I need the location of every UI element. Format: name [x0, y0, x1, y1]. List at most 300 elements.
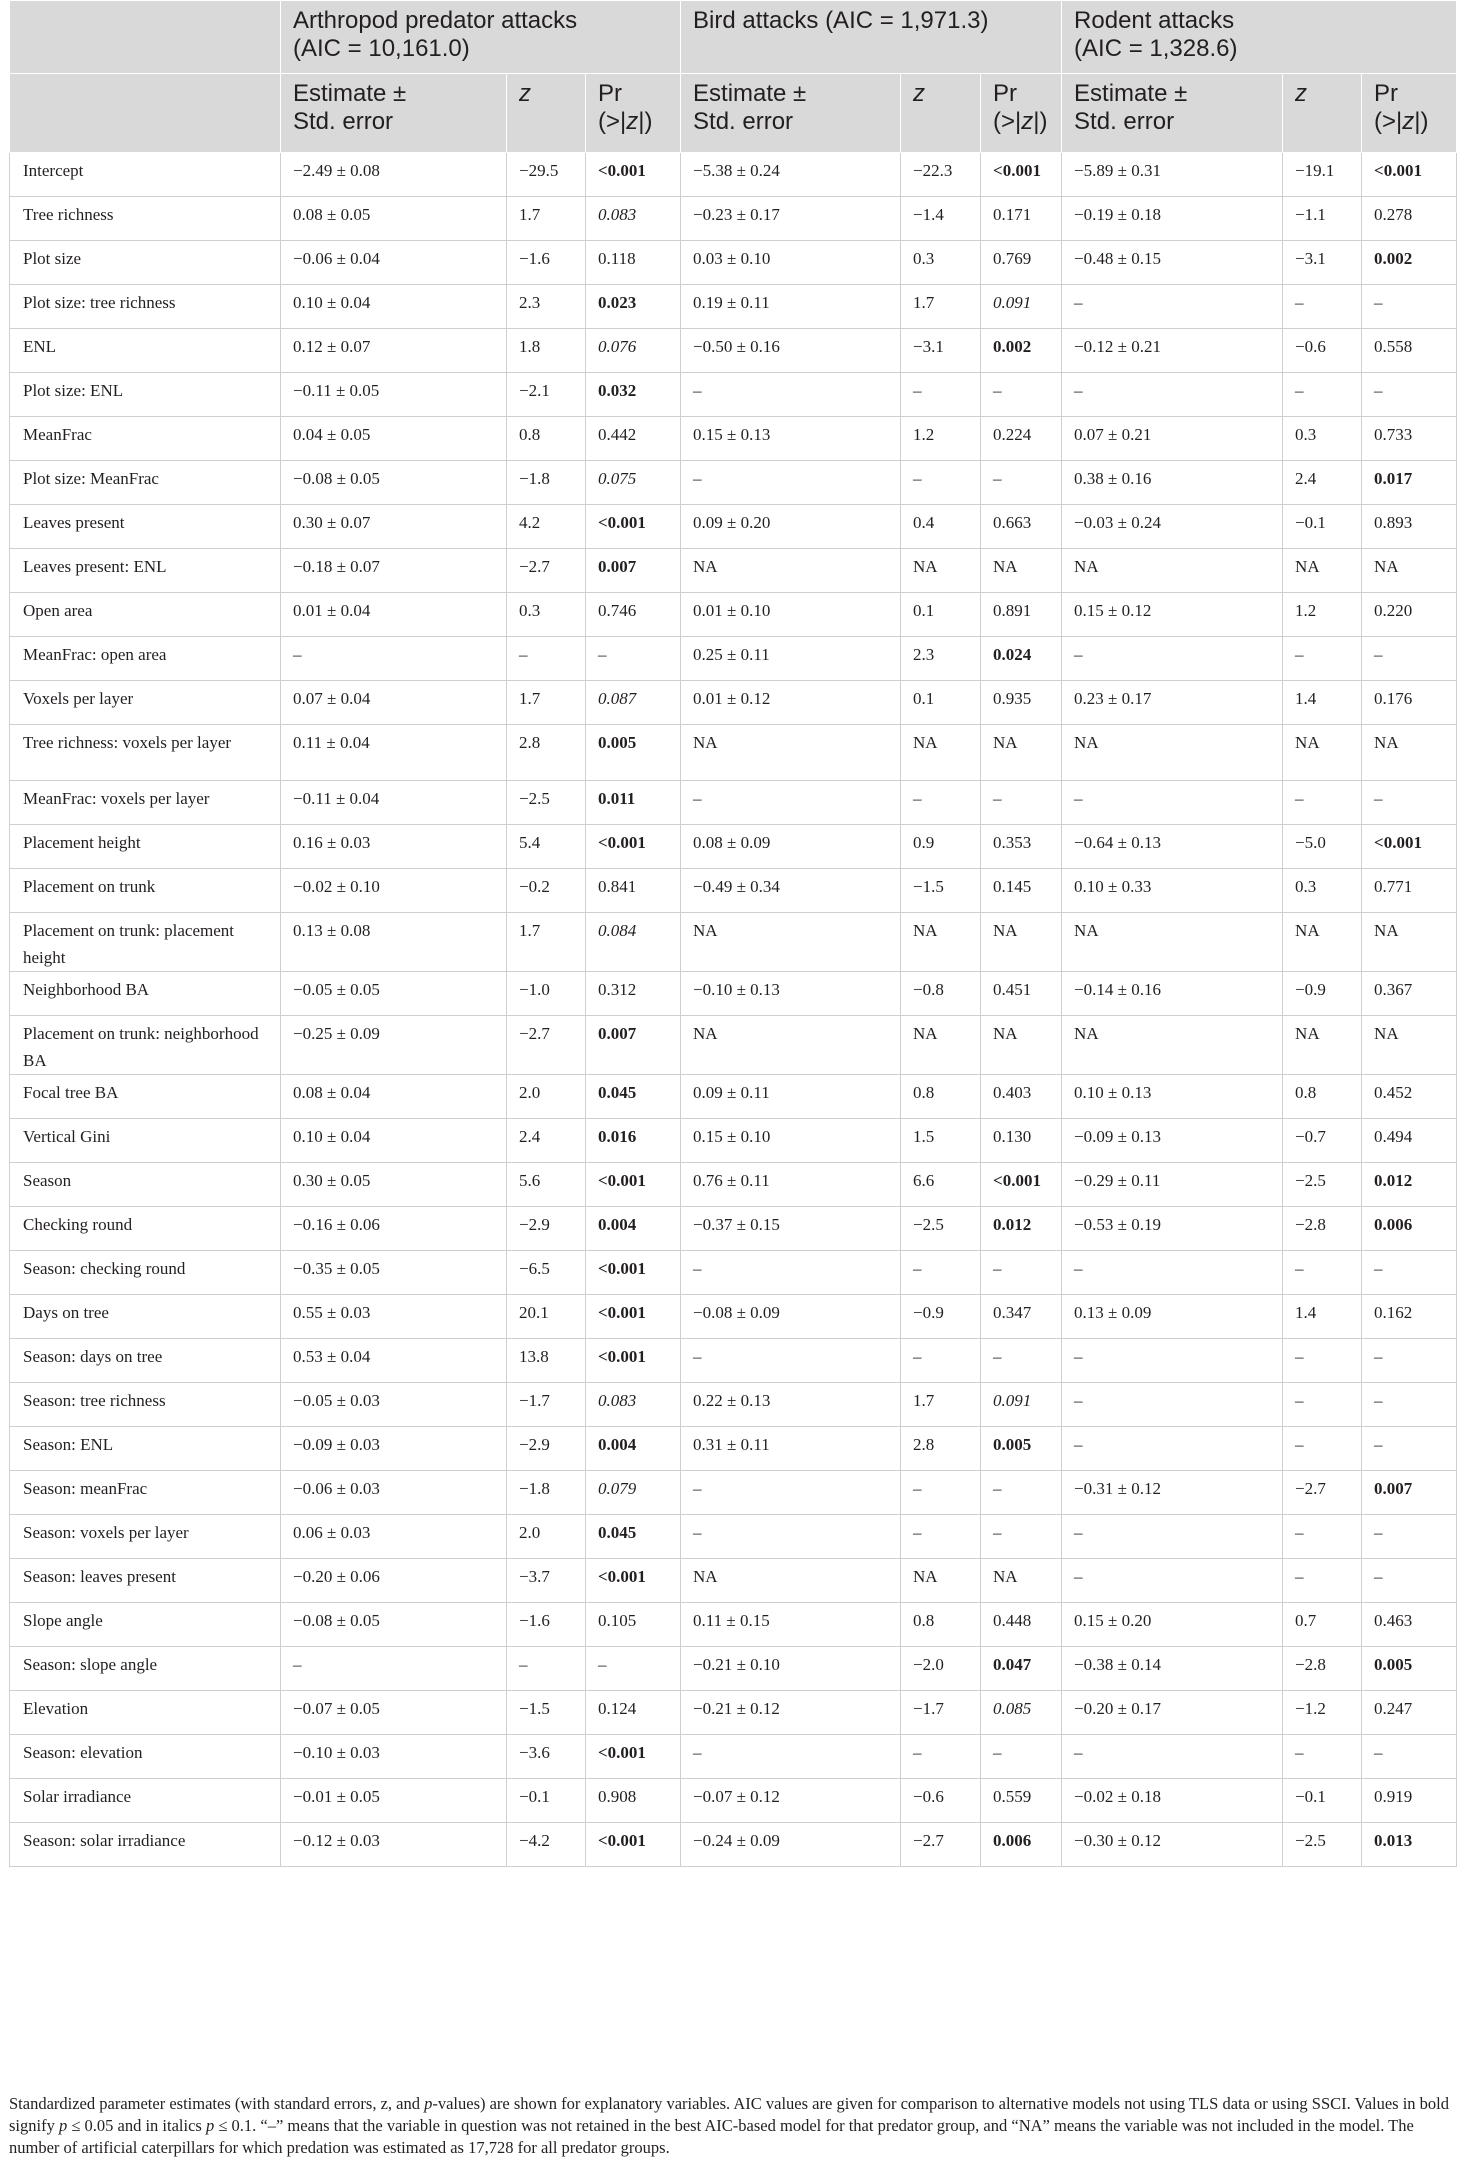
estimate-cell: −0.11 ± 0.04	[281, 781, 507, 825]
z-value-cell: –	[1283, 1383, 1362, 1427]
variable-name-cell: Tree richness: voxels per layer	[10, 725, 281, 781]
p-value-cell: 0.085	[981, 1691, 1062, 1735]
table-row	[10, 1251, 1457, 1295]
z-value-cell: –	[901, 1515, 981, 1559]
z-value-cell: 5.4	[507, 825, 586, 869]
p-value-cell: –	[981, 781, 1062, 825]
header-blank-cell	[10, 1, 281, 74]
variable-name-cell: Placement on trunk	[10, 869, 281, 913]
table-row	[10, 285, 1457, 329]
z-value-cell: –	[1283, 1427, 1362, 1471]
z-value-cell: −0.8	[901, 972, 981, 1016]
estimate-cell: −0.08 ± 0.05	[281, 1603, 507, 1647]
variable-name-cell: Tree richness	[10, 197, 281, 241]
header-group-arthropod	[281, 1, 681, 74]
p-value-cell: 0.171	[981, 197, 1062, 241]
z-value-cell: –	[901, 781, 981, 825]
estimate-cell: −0.05 ± 0.03	[281, 1383, 507, 1427]
table-row	[10, 1016, 1457, 1075]
p-value-cell: 0.007	[586, 549, 681, 593]
variable-name-cell: Season: voxels per layer	[10, 1515, 281, 1559]
variable-name-cell: Focal tree BA	[10, 1075, 281, 1119]
estimate-cell: 0.12 ± 0.07	[281, 329, 507, 373]
z-value-cell: −0.7	[1283, 1119, 1362, 1163]
variable-name-cell: Season: checking round	[10, 1251, 281, 1295]
z-value-cell: 1.7	[507, 913, 586, 972]
z-value-cell: 4.2	[507, 505, 586, 549]
estimate-cell: −0.12 ± 0.21	[1062, 329, 1283, 373]
estimate-cell: –	[1062, 1735, 1283, 1779]
table-row	[10, 549, 1457, 593]
p-value-cell: 0.367	[1362, 972, 1457, 1016]
z-value-cell: –	[1283, 1339, 1362, 1383]
estimate-cell: −0.19 ± 0.18	[1062, 197, 1283, 241]
z-value-cell: −2.7	[1283, 1471, 1362, 1515]
p-value-cell: NA	[1362, 549, 1457, 593]
table-row	[10, 725, 1457, 781]
estimate-cell: –	[681, 781, 901, 825]
estimate-cell: 0.10 ± 0.33	[1062, 869, 1283, 913]
footnote-text: Standardized parameter estimates (with standard errors, z, and	[9, 2094, 425, 2113]
table-row	[10, 197, 1457, 241]
estimate-cell: 0.07 ± 0.04	[281, 681, 507, 725]
variable-name-cell: Leaves present	[10, 505, 281, 549]
z-value-cell: −1.5	[901, 869, 981, 913]
subheader-p: Pr (>|z|)	[981, 74, 1062, 153]
p-value-cell: 0.312	[586, 972, 681, 1016]
variable-name-cell: Vertical Gini	[10, 1119, 281, 1163]
variable-name-cell: Neighborhood BA	[10, 972, 281, 1016]
p-value-cell: –	[981, 1251, 1062, 1295]
z-value-cell: −1.8	[507, 461, 586, 505]
p-value-cell: 0.353	[981, 825, 1062, 869]
z-value-cell: 0.9	[901, 825, 981, 869]
footnote-text: -values) are shown for explanatory variables. AIC values are given for comparison to alternative models not using TLS data or using SSCI. Values in bold signify	[9, 2094, 1450, 2135]
z-value-cell: −0.6	[1283, 329, 1362, 373]
z-value-cell: −2.9	[507, 1207, 586, 1251]
subheader-row	[10, 74, 1457, 153]
p-value-cell: 0.247	[1362, 1691, 1457, 1735]
variable-name-cell: Leaves present: ENL	[10, 549, 281, 593]
table-header	[10, 1, 1457, 153]
table-row	[10, 825, 1457, 869]
estimate-cell: −0.07 ± 0.05	[281, 1691, 507, 1735]
estimate-cell: 0.10 ± 0.04	[281, 1119, 507, 1163]
z-value-cell: 0.8	[901, 1075, 981, 1119]
table-row	[10, 681, 1457, 725]
z-value-cell: 2.8	[901, 1427, 981, 1471]
estimate-cell: NA	[681, 913, 901, 972]
estimate-cell: −5.89 ± 0.31	[1062, 153, 1283, 197]
p-value-cell: NA	[981, 549, 1062, 593]
p-value-cell: 0.448	[981, 1603, 1062, 1647]
variable-name-cell: Plot size: tree richness	[10, 285, 281, 329]
p-value-cell: 0.006	[981, 1823, 1062, 1867]
z-value-cell: −5.0	[1283, 825, 1362, 869]
estimate-cell: 0.22 ± 0.13	[681, 1383, 901, 1427]
p-value-cell: 0.663	[981, 505, 1062, 549]
p-value-cell: –	[1362, 1383, 1457, 1427]
estimate-cell: –	[681, 1735, 901, 1779]
z-value-cell: NA	[901, 549, 981, 593]
p-value-cell: –	[1362, 781, 1457, 825]
p-value-cell: –	[586, 1647, 681, 1691]
table-row	[10, 1163, 1457, 1207]
z-value-cell: –	[901, 461, 981, 505]
table-row	[10, 1647, 1457, 1691]
z-value-cell: 2.4	[507, 1119, 586, 1163]
p-value-cell: <0.001	[586, 1823, 681, 1867]
table-row	[10, 593, 1457, 637]
z-value-cell: −2.9	[507, 1427, 586, 1471]
z-value-cell: −1.7	[507, 1383, 586, 1427]
p-value-cell: 0.083	[586, 197, 681, 241]
estimate-cell: −0.18 ± 0.07	[281, 549, 507, 593]
variable-name-cell: Elevation	[10, 1691, 281, 1735]
z-value-cell: –	[901, 1471, 981, 1515]
estimate-cell: –	[1062, 781, 1283, 825]
z-value-cell: −1.2	[1283, 1691, 1362, 1735]
estimate-cell: 0.11 ± 0.04	[281, 725, 507, 781]
p-value-cell: <0.001	[1362, 825, 1457, 869]
p-value-cell: <0.001	[1362, 153, 1457, 197]
p-value-cell: <0.001	[586, 1735, 681, 1779]
estimate-cell: −0.10 ± 0.13	[681, 972, 901, 1016]
z-value-cell: 1.4	[1283, 1295, 1362, 1339]
p-value-cell: –	[981, 461, 1062, 505]
table-footnote	[9, 2093, 1449, 2159]
table-row	[10, 1515, 1457, 1559]
table-row	[10, 1559, 1457, 1603]
estimate-cell: NA	[681, 725, 901, 781]
p-value-cell: 0.091	[981, 285, 1062, 329]
p-value-cell: –	[981, 1515, 1062, 1559]
table-row	[10, 1779, 1457, 1823]
p-value-cell: 0.083	[586, 1383, 681, 1427]
z-value-cell: −2.8	[1283, 1647, 1362, 1691]
p-value-cell: 0.012	[981, 1207, 1062, 1251]
estimate-cell: 0.13 ± 0.08	[281, 913, 507, 972]
z-value-cell: −0.1	[1283, 1779, 1362, 1823]
estimate-cell: −0.64 ± 0.13	[1062, 825, 1283, 869]
p-value-cell: 0.124	[586, 1691, 681, 1735]
p-value-cell: 0.733	[1362, 417, 1457, 461]
z-value-cell: –	[1283, 1559, 1362, 1603]
z-value-cell: 0.4	[901, 505, 981, 549]
table-row	[10, 781, 1457, 825]
z-value-cell: 1.8	[507, 329, 586, 373]
p-value-cell: <0.001	[586, 153, 681, 197]
p-value-cell: 0.004	[586, 1427, 681, 1471]
p-value-cell: 0.278	[1362, 197, 1457, 241]
z-value-cell: −0.2	[507, 869, 586, 913]
z-value-cell: −1.6	[507, 241, 586, 285]
table-row	[10, 1339, 1457, 1383]
estimate-cell: −0.21 ± 0.12	[681, 1691, 901, 1735]
table-row	[10, 972, 1457, 1016]
variable-name-cell: Season: days on tree	[10, 1339, 281, 1383]
variable-name-cell: Solar irradiance	[10, 1779, 281, 1823]
z-value-cell: NA	[901, 913, 981, 972]
p-value-cell: 0.841	[586, 869, 681, 913]
variable-name-cell: MeanFrac: open area	[10, 637, 281, 681]
footnote-italic-p: p	[58, 2116, 68, 2135]
estimate-cell: −0.02 ± 0.10	[281, 869, 507, 913]
estimate-cell: –	[1062, 1251, 1283, 1295]
z-value-cell: 6.6	[901, 1163, 981, 1207]
estimate-cell: −0.10 ± 0.03	[281, 1735, 507, 1779]
estimate-cell: 0.15 ± 0.13	[681, 417, 901, 461]
p-value-cell: 0.005	[586, 725, 681, 781]
estimate-cell: NA	[681, 549, 901, 593]
variable-name-cell: Voxels per layer	[10, 681, 281, 725]
estimate-cell: 0.01 ± 0.04	[281, 593, 507, 637]
estimate-cell: −0.05 ± 0.05	[281, 972, 507, 1016]
p-value-cell: 0.463	[1362, 1603, 1457, 1647]
table-row	[10, 1603, 1457, 1647]
estimate-cell: −0.50 ± 0.16	[681, 329, 901, 373]
table-row	[10, 1207, 1457, 1251]
estimate-cell: NA	[1062, 913, 1283, 972]
subheader-p: Pr (>|z|)	[1362, 74, 1457, 153]
p-value-cell: 0.893	[1362, 505, 1457, 549]
estimate-cell: −0.14 ± 0.16	[1062, 972, 1283, 1016]
z-value-cell: −4.2	[507, 1823, 586, 1867]
z-value-cell: −0.9	[1283, 972, 1362, 1016]
estimate-cell: −0.02 ± 0.18	[1062, 1779, 1283, 1823]
table-row	[10, 505, 1457, 549]
estimate-cell: −0.07 ± 0.12	[681, 1779, 901, 1823]
estimate-cell: −5.38 ± 0.24	[681, 153, 901, 197]
p-value-cell: <0.001	[586, 1559, 681, 1603]
estimate-cell: −2.49 ± 0.08	[281, 153, 507, 197]
z-value-cell: –	[901, 373, 981, 417]
variable-name-cell: Slope angle	[10, 1603, 281, 1647]
p-value-cell: <0.001	[981, 1163, 1062, 1207]
subheader-z: z	[507, 74, 586, 153]
z-value-cell: 13.8	[507, 1339, 586, 1383]
variable-name-cell: Season: ENL	[10, 1427, 281, 1471]
p-value-cell: 0.347	[981, 1295, 1062, 1339]
z-value-cell: 0.1	[901, 681, 981, 725]
variable-name-cell: Days on tree	[10, 1295, 281, 1339]
estimate-cell: –	[1062, 1515, 1283, 1559]
estimate-cell: 0.76 ± 0.11	[681, 1163, 901, 1207]
p-value-cell: 0.145	[981, 869, 1062, 913]
z-value-cell: 1.7	[507, 681, 586, 725]
z-value-cell: 0.8	[901, 1603, 981, 1647]
estimate-cell: NA	[1062, 725, 1283, 781]
table-body	[10, 153, 1457, 1867]
z-value-cell: −2.1	[507, 373, 586, 417]
p-value-cell: 0.023	[586, 285, 681, 329]
p-value-cell: 0.162	[1362, 1295, 1457, 1339]
variable-name-cell: Plot size: MeanFrac	[10, 461, 281, 505]
p-value-cell: 0.403	[981, 1075, 1062, 1119]
table-row	[10, 869, 1457, 913]
p-value-cell: 0.494	[1362, 1119, 1457, 1163]
p-value-cell: –	[1362, 285, 1457, 329]
z-value-cell: 2.0	[507, 1075, 586, 1119]
p-value-cell: 0.084	[586, 913, 681, 972]
z-value-cell: –	[901, 1339, 981, 1383]
p-value-cell: 0.769	[981, 241, 1062, 285]
subheader-estimate: Estimate ± Std. error	[281, 74, 507, 153]
estimate-cell: −0.06 ± 0.03	[281, 1471, 507, 1515]
estimate-cell: 0.53 ± 0.04	[281, 1339, 507, 1383]
estimate-cell: −0.06 ± 0.04	[281, 241, 507, 285]
p-value-cell: 0.002	[1362, 241, 1457, 285]
header-group-aic: (AIC = 1,328.6)	[1074, 35, 1238, 62]
z-value-cell: −3.6	[507, 1735, 586, 1779]
variable-name-cell: Placement height	[10, 825, 281, 869]
estimate-cell: –	[681, 461, 901, 505]
table-row	[10, 1075, 1457, 1119]
p-value-cell: NA	[981, 1559, 1062, 1603]
estimate-cell: −0.48 ± 0.15	[1062, 241, 1283, 285]
table-row	[10, 329, 1457, 373]
estimate-cell: −0.30 ± 0.12	[1062, 1823, 1283, 1867]
estimate-cell: −0.16 ± 0.06	[281, 1207, 507, 1251]
results-table-container	[9, 0, 1456, 1867]
estimate-cell: −0.20 ± 0.06	[281, 1559, 507, 1603]
p-value-cell: 0.176	[1362, 681, 1457, 725]
estimate-cell: 0.25 ± 0.11	[681, 637, 901, 681]
p-value-cell: NA	[1362, 913, 1457, 972]
p-value-cell: 0.017	[1362, 461, 1457, 505]
estimate-cell: 0.30 ± 0.05	[281, 1163, 507, 1207]
z-value-cell: 2.3	[901, 637, 981, 681]
p-value-cell: NA	[981, 1016, 1062, 1075]
z-value-cell: −0.6	[901, 1779, 981, 1823]
p-value-cell: 0.006	[1362, 1207, 1457, 1251]
estimate-cell: −0.08 ± 0.09	[681, 1295, 901, 1339]
p-value-cell: 0.007	[586, 1016, 681, 1075]
p-value-cell: NA	[1362, 1016, 1457, 1075]
variable-name-cell: Checking round	[10, 1207, 281, 1251]
p-value-cell: <0.001	[586, 505, 681, 549]
z-value-cell: 2.3	[507, 285, 586, 329]
z-value-cell: −1.8	[507, 1471, 586, 1515]
z-value-cell: 2.0	[507, 1515, 586, 1559]
estimate-cell: 0.11 ± 0.15	[681, 1603, 901, 1647]
variable-name-cell: ENL	[10, 329, 281, 373]
p-value-cell: –	[1362, 1735, 1457, 1779]
z-value-cell: 0.3	[1283, 869, 1362, 913]
p-value-cell: 0.079	[586, 1471, 681, 1515]
p-value-cell: –	[586, 637, 681, 681]
p-value-cell: –	[1362, 1427, 1457, 1471]
estimate-cell: −0.37 ± 0.15	[681, 1207, 901, 1251]
subheader-estimate: Estimate ± Std. error	[1062, 74, 1283, 153]
estimate-cell: 0.04 ± 0.05	[281, 417, 507, 461]
z-value-cell: 1.5	[901, 1119, 981, 1163]
header-group-title: Bird attacks (AIC = 1,971.3)	[693, 7, 989, 34]
p-value-cell: 0.935	[981, 681, 1062, 725]
estimate-cell: −0.38 ± 0.14	[1062, 1647, 1283, 1691]
estimate-cell: −0.23 ± 0.17	[681, 197, 901, 241]
p-value-cell: <0.001	[586, 1251, 681, 1295]
z-value-cell: NA	[1283, 913, 1362, 972]
z-value-cell: NA	[1283, 725, 1362, 781]
z-value-cell: −3.1	[1283, 241, 1362, 285]
estimate-cell: −0.03 ± 0.24	[1062, 505, 1283, 549]
estimate-cell: 0.15 ± 0.12	[1062, 593, 1283, 637]
estimate-cell: −0.49 ± 0.34	[681, 869, 901, 913]
p-value-cell: NA	[981, 913, 1062, 972]
z-value-cell: 1.7	[901, 1383, 981, 1427]
z-value-cell: NA	[1283, 549, 1362, 593]
z-value-cell: −1.0	[507, 972, 586, 1016]
estimate-cell: 0.16 ± 0.03	[281, 825, 507, 869]
header-blank-cell	[10, 74, 281, 153]
z-value-cell: 1.7	[507, 197, 586, 241]
z-value-cell: 1.4	[1283, 681, 1362, 725]
variable-name-cell: Season: meanFrac	[10, 1471, 281, 1515]
variable-name-cell: Season: solar irradiance	[10, 1823, 281, 1867]
p-value-cell: 0.559	[981, 1779, 1062, 1823]
estimate-cell: −0.21 ± 0.10	[681, 1647, 901, 1691]
variable-name-cell: Season: elevation	[10, 1735, 281, 1779]
table-row	[10, 1691, 1457, 1735]
p-value-cell: –	[1362, 1251, 1457, 1295]
p-value-cell: 0.130	[981, 1119, 1062, 1163]
estimate-cell: 0.10 ± 0.04	[281, 285, 507, 329]
z-value-cell: NA	[901, 725, 981, 781]
p-value-cell: –	[981, 1339, 1062, 1383]
estimate-cell: 0.03 ± 0.10	[681, 241, 901, 285]
subheader-z: z	[901, 74, 981, 153]
estimate-cell: –	[1062, 637, 1283, 681]
estimate-cell: −0.20 ± 0.17	[1062, 1691, 1283, 1735]
p-value-cell: <0.001	[586, 1339, 681, 1383]
estimate-cell: NA	[1062, 549, 1283, 593]
footnote-italic-p: p	[205, 2116, 215, 2135]
z-value-cell: –	[1283, 1735, 1362, 1779]
estimate-cell: −0.53 ± 0.19	[1062, 1207, 1283, 1251]
subheader-p: Pr (>|z|)	[586, 74, 681, 153]
estimate-cell: 0.07 ± 0.21	[1062, 417, 1283, 461]
variable-name-cell: Season: tree richness	[10, 1383, 281, 1427]
header-group-title: Arthropod predator attacks	[293, 7, 578, 34]
footnote-text: ≤ 0.1. “–” means that the variable in question was not retained in the best AIC-based model for that predator group, and “NA” means the variable was not included in the model. The number of artificial caterpillars for which predation was estimated as 17,728 for all predator groups.	[9, 2116, 1414, 2157]
estimate-cell: –	[1062, 1427, 1283, 1471]
estimate-cell: 0.15 ± 0.10	[681, 1119, 901, 1163]
p-value-cell: 0.105	[586, 1603, 681, 1647]
estimate-cell: 0.38 ± 0.16	[1062, 461, 1283, 505]
z-value-cell: 1.2	[1283, 593, 1362, 637]
z-value-cell: 1.7	[901, 285, 981, 329]
p-value-cell: –	[981, 1735, 1062, 1779]
z-value-cell: −3.7	[507, 1559, 586, 1603]
p-value-cell: 0.771	[1362, 869, 1457, 913]
estimate-cell: 0.30 ± 0.07	[281, 505, 507, 549]
p-value-cell: 0.442	[586, 417, 681, 461]
variable-name-cell: Season	[10, 1163, 281, 1207]
z-value-cell: 0.8	[1283, 1075, 1362, 1119]
table-row	[10, 1427, 1457, 1471]
estimate-cell: NA	[681, 1016, 901, 1075]
estimate-cell: −0.24 ± 0.09	[681, 1823, 901, 1867]
p-value-cell: 0.075	[586, 461, 681, 505]
header-group-title: Rodent attacks	[1074, 7, 1235, 34]
p-value-cell: 0.220	[1362, 593, 1457, 637]
table-row	[10, 417, 1457, 461]
subheader-z: z	[1283, 74, 1362, 153]
z-value-cell: NA	[1283, 1016, 1362, 1075]
p-value-cell: <0.001	[586, 1295, 681, 1339]
estimate-cell: –	[681, 373, 901, 417]
